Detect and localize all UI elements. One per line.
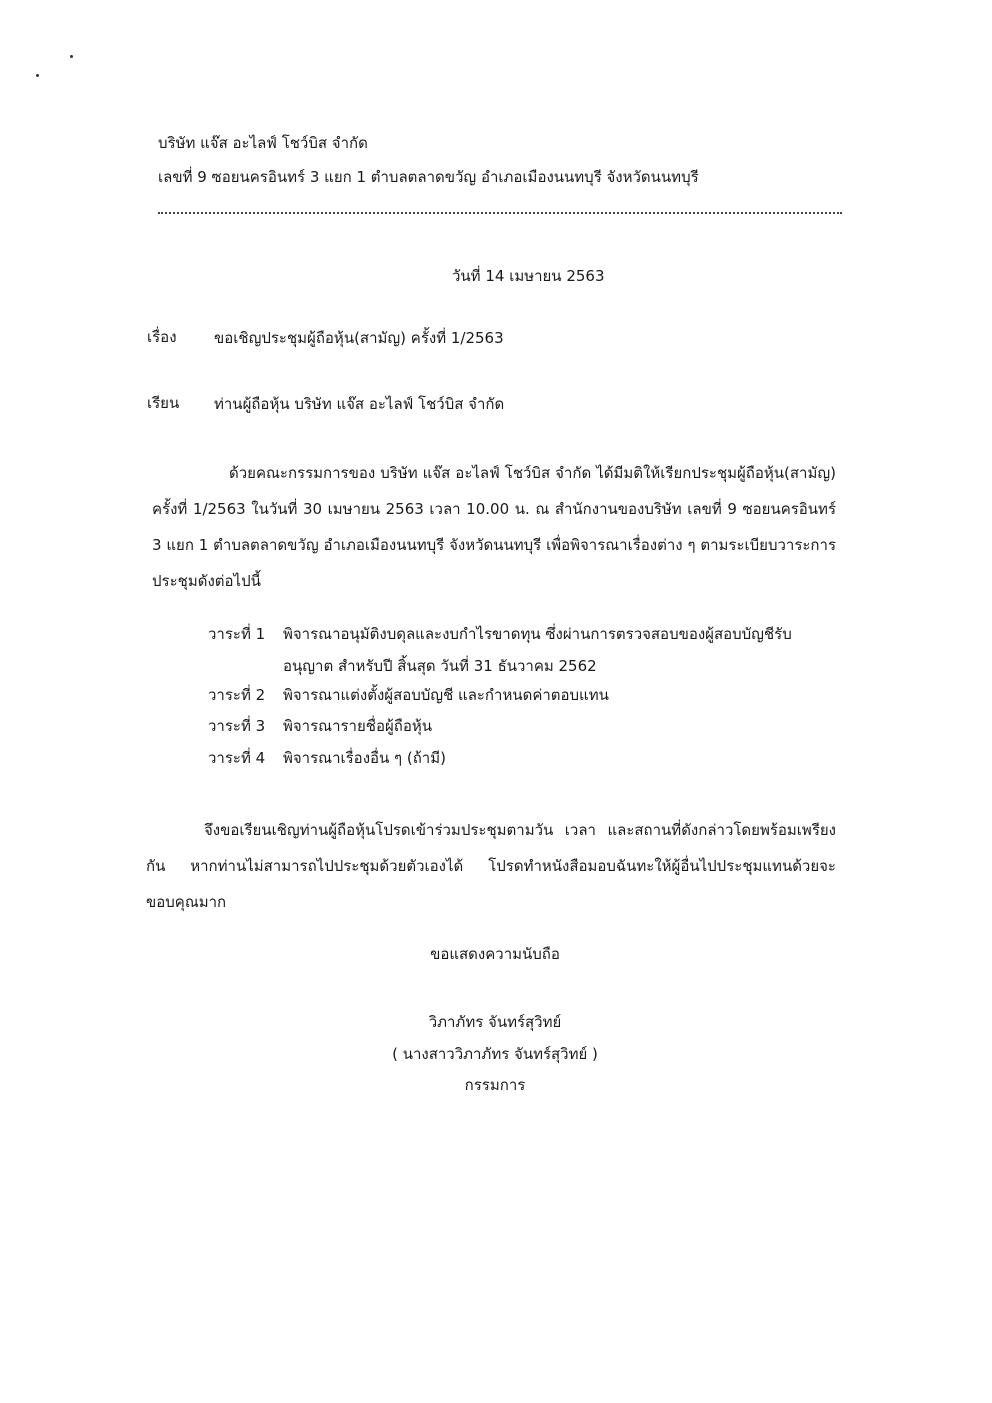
company-address: เลขที่ 9 ซอยนครอินทร์ 3 แยก 1 ตำบลตลาดขวัญ อำเภอเมืองนนทบุรี จังหวัดนนทบุรี <box>158 168 699 186</box>
intro-paragraph: ด้วยคณะกรรมการของ บริษัท แจ๊ส อะไลฟ์ โชว์บิส จำกัด ได้มีมติให้เรียกประชุมผู้ถือหุ้น(สามัญ) ครั้งที่ 1/2563 ในวันที่ 30 เมษายน 2563 เวลา 10.00 น. ณ สำนักงานของบริษัท เลขที่ 9 ซอยนครอินทร์ 3 แยก 1 ตำบลตลาดขวัญ อำเภอเมืองนนทบุรี จังหวัดนนทบุรี เพื่อพิจารณาเรื่องต่าง ๆ ตามระเบียบวาระการประชุมดังต่อไปนี้ <box>152 464 836 590</box>
agenda-text: พิจารณารายชื่อผู้ถือหุ้น <box>283 717 432 735</box>
agenda-text: พิจารณาอนุมัติงบดุลและงบกำไรขาดทุน ซึ่งผ่านการตรวจสอบของผู้สอบบัญชีรับอนุญาต สำหรับปี สิ้นสุด วันที่ 31 ธันวาคม 2562 <box>283 625 792 675</box>
addressee-text: ท่านผู้ถือหุ้น บริษัท แจ๊ส อะไลฟ์ โชว์บิส จำกัด <box>214 395 505 413</box>
agenda-label: วาระที่ 3 <box>208 717 266 735</box>
agenda-text: พิจารณาเรื่องอื่น ๆ (ถ้ามี) <box>283 749 446 767</box>
header-divider <box>158 212 842 214</box>
signed-name: วิภาภัทร จันทร์สุวิทย์ <box>428 1013 562 1031</box>
agenda-item <box>208 685 840 707</box>
subject-text: ขอเชิญประชุมผู้ถือหุ้น(สามัญ) ครั้งที่ 1/2563 <box>214 329 504 347</box>
subject-label: เรื่อง <box>147 328 177 346</box>
agenda-label: วาระที่ 2 <box>208 686 266 704</box>
agenda-label: วาระที่ 1 <box>208 625 266 643</box>
agenda-label: วาระที่ 4 <box>208 749 266 767</box>
agenda-item <box>208 716 840 738</box>
agenda-text: พิจารณาแต่งตั้งผู้สอบบัญชี และกำหนดค่าตอบแทน <box>283 686 609 704</box>
signatory-position: กรรมการ <box>464 1076 526 1094</box>
letter-date: วันที่ 14 เมษายน 2563 <box>452 267 605 285</box>
scan-speck <box>36 74 39 77</box>
addressee-label: เรียน <box>147 394 180 412</box>
agenda-item <box>208 748 840 770</box>
agenda-item <box>208 624 840 676</box>
closing-salutation: ขอแสดงความนับถือ <box>430 945 560 963</box>
closing-paragraph: จึงขอเรียนเชิญท่านผู้ถือหุ้นโปรดเข้าร่วมประชุมตามวัน เวลา และสถานที่ดังกล่าวโดยพร้อมเพรียงกัน หากท่านไม่สามารถไปประชุมด้วยตัวเองได้ โปรดทำหนังสือมอบฉันทะให้ผู้อื่นไปประชุมแทนด้วยจะขอบคุณมาก <box>146 821 836 911</box>
signatory-full-name: ( นางสาววิภาภัทร จันทร์สุวิทย์ ) <box>392 1045 598 1063</box>
scan-speck <box>70 55 73 58</box>
company-name: บริษัท แจ๊ส อะไลฟ์ โชว์บิส จำกัด <box>158 134 368 152</box>
